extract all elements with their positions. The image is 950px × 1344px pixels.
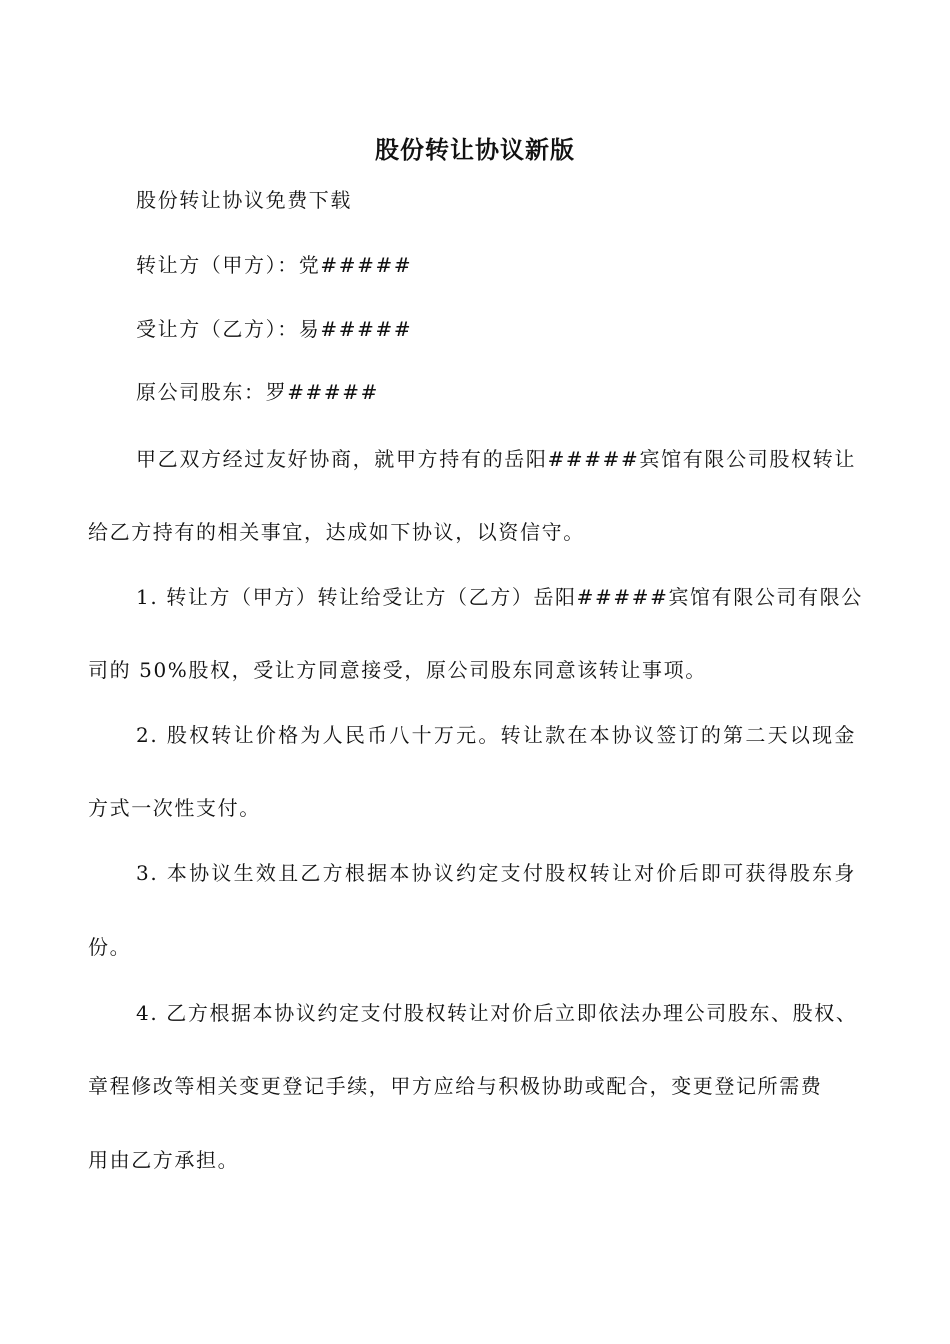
intro-line-1: 甲乙双方经过友好协商，就甲方持有的岳阳#####宾馆有限公司股权转让 (136, 447, 856, 471)
clause-1-line-1: 1. 转让方（甲方）转让给受让方（乙方）岳阳#####宾馆有限公司有限公 (136, 585, 863, 609)
document-subtitle: 股份转让协议免费下载 (136, 188, 352, 212)
transferee-line: 受让方（乙方）：易##### (136, 317, 413, 341)
clause-1-line-2: 司的 50%股权，受让方同意接受，原公司股东同意该转让事项。 (88, 658, 707, 682)
clause-2-line-1: 2. 股权转让价格为人民币八十万元。转让款在本协议签订的第二天以现金 (136, 723, 856, 747)
document-title: 股份转让协议新版 (375, 135, 575, 164)
clause-4-line-2: 章程修改等相关变更登记手续，甲方应给与积极协助或配合，变更登记所需费 (88, 1074, 823, 1098)
clause-3-line-2: 份。 (88, 935, 132, 959)
transferor-line: 转让方（甲方）：党##### (136, 253, 413, 277)
intro-line-2: 给乙方持有的相关事宜，达成如下协议，以资信守。 (88, 520, 585, 544)
clause-4-line-1: 4. 乙方根据本协议约定支付股权转让对价后立即依法办理公司股东、股权、 (136, 1001, 858, 1025)
original-shareholder-line: 原公司股东：罗##### (136, 380, 379, 404)
clause-3-line-1: 3. 本协议生效且乙方根据本协议约定支付股权转让对价后即可获得股东身 (136, 861, 856, 885)
clause-2-line-2: 方式一次性支付。 (88, 796, 261, 820)
clause-4-line-3: 用由乙方承担。 (88, 1148, 240, 1172)
